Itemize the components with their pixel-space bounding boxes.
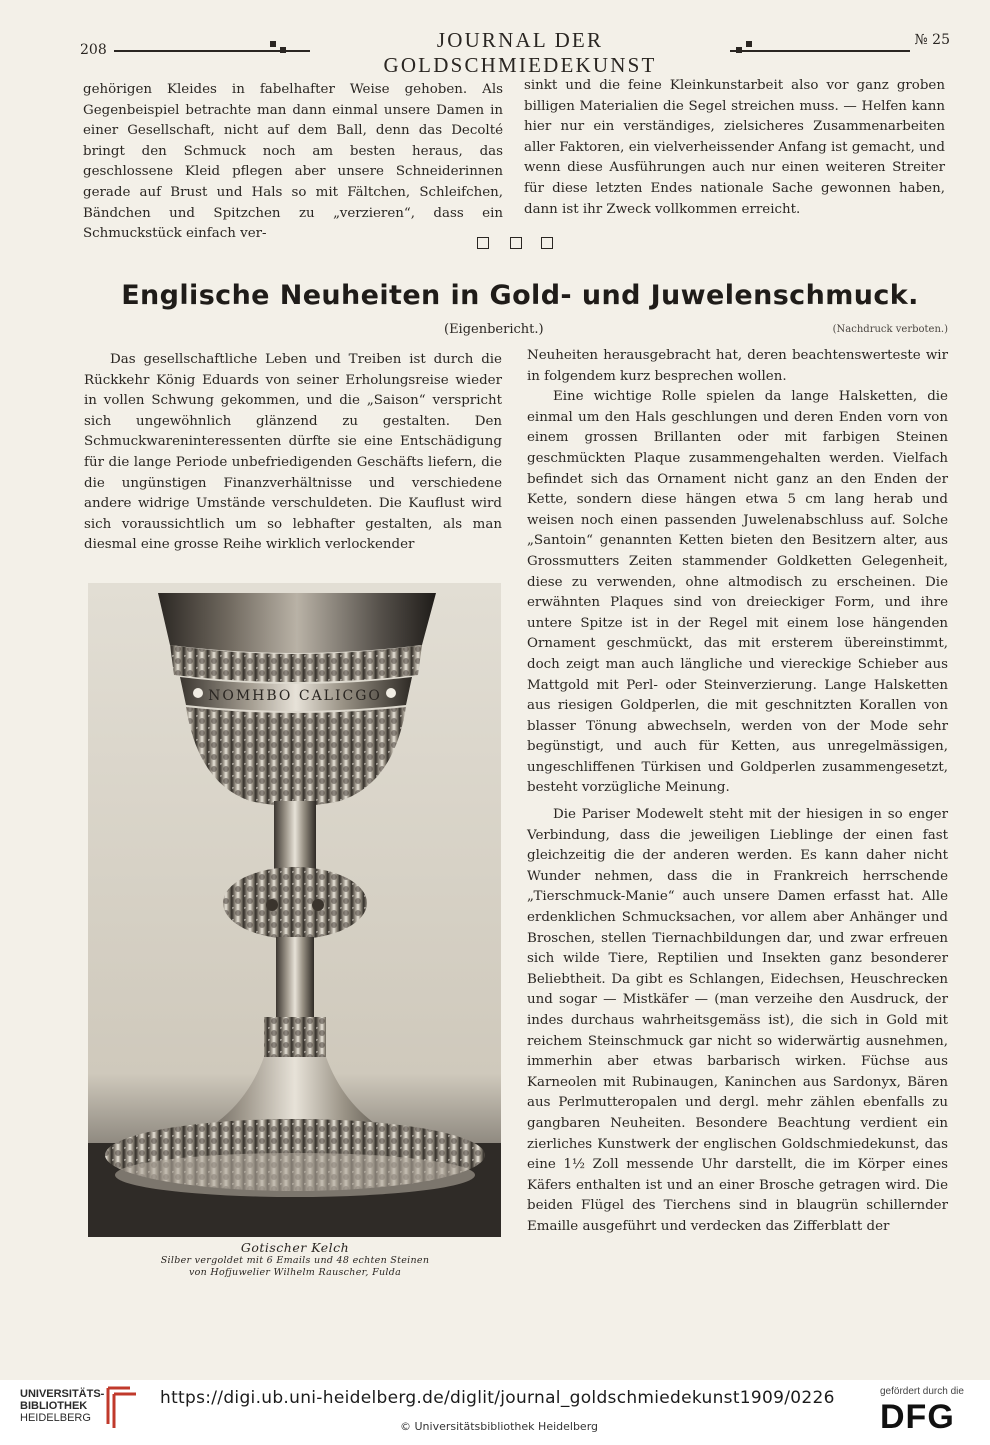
library-logo-text: UNIVERSITÄTS- BIBLIOTHEK HEIDELBERG — [20, 1388, 105, 1424]
funding-note: gefördert durch die — [880, 1386, 964, 1397]
header-rule-right — [730, 50, 910, 52]
chalice-base-rim — [115, 1153, 475, 1197]
page-number: 208 — [80, 42, 107, 58]
source-url-link[interactable]: https://digi.ub.uni-heidelberg.de/diglit/journal_goldschmiedekunst1909/0226 — [160, 1388, 835, 1408]
library-logo-icon — [100, 1382, 140, 1430]
paragraph: gehörigen Kleides in fabelhafter Weise gehoben. Als Gegenbeispiel betrachte man dann einmal unsere Damen in einer Gesellschaft, nicht auf dem Ball, denn das Decolté bringt den Schmuck noch am besten heraus, das geschlossene Kleid pflegen aber unsere Schneiderinnen gerade auf Brust und Hals so mit Fältchen, Schleifchen, Bändchen und Spitzchen zu „verzieren“, dass ein Schmuckstück einfach ver- — [83, 82, 503, 242]
caption-line: von Hofjuwelier Wilhelm Rauscher, Fulda — [188, 1267, 402, 1278]
journal-title: JOURNAL DER GOLDSCHMIEDEKUNST — [383, 28, 657, 77]
divider-square — [477, 237, 489, 249]
dfg-logo: DFG — [880, 1398, 955, 1436]
article-left-column — [84, 350, 502, 556]
chalice-photo — [88, 583, 501, 1237]
paragraph: Die Pariser Modewelt steht mit der hiesigen in so enger Verbindung, dass die jeweiligen Lieblinge der einen fast gleichzeitig die der anderen werden. Es kann daher nicht Wunder nehmen, dass die in Frankreich herrschende „Tierschmuck-Manie“ auch unsere Damen erfasst hat. Alle erdenklichen Schmucksachen, vor allem aber Anhänger und Broschen, stellen Tiernachbildungen dar, und zwar erfreuen sich wilde Tiere, Reptilien und Insekten ganz besonderer Beliebtheit. Da gibt es Schlangen, Eidechsen, Heuschrecken und sogar — Mistkäfer — (man verzeihe den Ausdruck, der indes durchaus wahrheitsgemäss ist), die sich in Gold mit reichem Steinschmuck gar nicht so widerwärtig ausnehmen, immerhin aber etwas barbarisch wirken. Füchse aus Karneolen mit Rubinaugen, Kaninchen aus Sardonyx, Bären aus Perlmutteropalen und dergl. mehr zählen ebenfalls zu gangbaren Neuheiten. Besondere Beachtung verdient ein zierliches Kunstwerk der englischen Goldschmiedekunst, das eine 1½ Zoll messende Uhr darstellt, die im Körper eines Käfers enthalten ist und an einer Brosche getragen wird. Die beiden Flügel des Tierchens sind in blaugrün schillernder Emaille ausgeführt und verdecken das Zifferblatt der — [527, 807, 948, 1234]
article-title: Englische Neuheiten in Gold- und Juwelenschmuck. — [121, 280, 919, 311]
pearl — [193, 688, 203, 698]
chalice-knot — [223, 867, 367, 939]
paragraph: sinkt und die feine Kleinkunstarbeit also vor ganz groben billigen Materialien die Segel streichen muss. — Helfen kann hier nur ein verständiges, zielsicheres Zusammenarbeiten aller Faktoren, ein vielverheissender Anfang ist gemacht, und wenn diese Ausführungen auch nur einen weiteren Streiter für diese letzten Endes nationale Sache gewonnen haben, dann ist ihr Zweck vollkommen erreicht. — [524, 78, 945, 217]
page-header — [80, 28, 950, 77]
figure-caption — [150, 1240, 440, 1279]
caption-title: Gotischer Kelch — [240, 1240, 350, 1255]
chalice-illustration — [88, 583, 501, 1237]
paragraph: Das gesellschaftliche Leben und Treiben ist durch die Rückkehr König Eduards von seiner Erholungsreise wieder in vollen Schwung gekommen, und die „Saison“ verspricht sich ungewöhnlich glänzend zu gestalten. Den Schmuckwareninteressenten dürfte sie eine Entschädigung für die lange Periode unbefriedigenden Geschäfts liefern, die die ungünstigen Finanzverhältnisse und verschiedene andere widrige Umstände verschuldeten. Die Kauflust wird sich voraussichtlich um so lebhafter gestalten, als man diesmal eine grosse Reihe wirklich verlockender — [84, 352, 502, 553]
caption-line: Silber vergoldet mit 6 Emails und 48 echten Steinen — [160, 1255, 430, 1266]
divider-square — [541, 237, 553, 249]
top-right-column — [524, 76, 945, 220]
issue-number: № 25 — [914, 32, 950, 48]
reprint-note: (Nachdruck verboten.) — [832, 324, 948, 335]
paragraph: Neuheiten herausgebracht hat, deren beachtenswerteste wir in folgendem kurz besprechen wollen. — [527, 348, 948, 384]
header-ornament-right — [736, 47, 742, 53]
chalice-stem-collar — [264, 1017, 326, 1057]
header-ornament-left — [270, 41, 276, 47]
section-divider — [477, 237, 557, 251]
header-ornament-left-2 — [280, 47, 286, 53]
top-left-column — [83, 80, 503, 245]
pearl — [386, 688, 396, 698]
divider-square — [510, 237, 522, 249]
chalice-cup — [158, 593, 436, 653]
chalice-inscription: NOMHBO CALICGO — [208, 688, 382, 704]
gem — [266, 899, 278, 911]
viewer-footer — [0, 1380, 990, 1445]
chalice-stem-upper — [274, 801, 316, 871]
paragraph: Eine wichtige Rolle spielen da lange Halsketten, die einmal um den Hals geschlungen und deren Enden vorn von einem grossen Brillanten oder mit farbigen Steinen geschmückten Plaque zusammengehalten werden. Vielfach befindet sich das Ornament nicht ganz an den Enden der Kette, sondern diese hängen etwa 5 cm lang herab und weisen noch einen passenden Juwelenabschluss auf. Solche „Santoin“ genannten Ketten bieten den Besitzern alter, aus Grossmutters Zeiten stammender Goldketten Gelegenheit, diese zu verwenden, ohne altmodisch zu erscheinen. Die erwähnten Plaques sind von dreieckiger Form, und ihre untere Spitze ist in der Regel mit einem lose hängenden Ornament geschmückt, das mit ersterem übereinstimmt, doch zeigt man auch längliche und viereckige Schieber aus Mattgold mit Perl- oder Steinverzierung. Lange Halsketten aus riesigen Goldperlen, die mit geschnitzten Korallen von blasser Tönung abwechseln, werden von der Mode sehr begünstigt, und auch für Ketten, aus unregelmässigen, ungeschliffenen Türkisen und Goldperlen zusammengesetzt, besteht vorzügliche Meinung. — [527, 389, 948, 796]
article-subtitle: (Eigenbericht.) — [444, 322, 544, 337]
article-right-column — [527, 346, 948, 1238]
header-ornament-right-2 — [746, 41, 752, 47]
gem — [312, 899, 324, 911]
copyright-notice: © Universitätsbibliothek Heidelberg — [400, 1420, 599, 1433]
chalice-stem-lower — [276, 937, 314, 1017]
